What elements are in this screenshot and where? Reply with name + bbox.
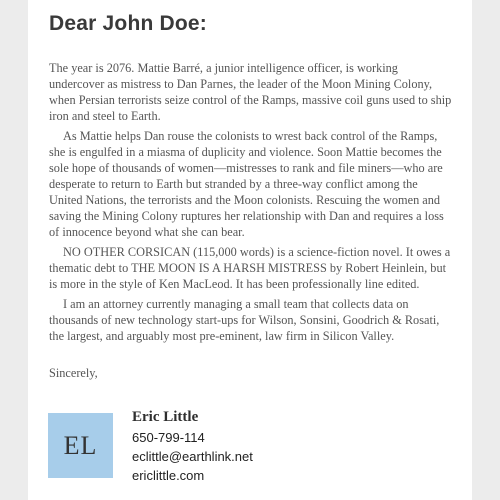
letter-paragraph: As Mattie helps Dan rouse the colonists to wrest back control of the Ramps, she is engulfed in a miasma of duplicity and violence. Soon Mattie becomes the sole hope of thousands of women—mistresses to rank and file miners—who are desperate to return to Earth but stranded by a three-way conflict among the United Nations, the terrorists and the Moon colonists. Rescuing the women and saving the Mining Colony ruptures her relationship with Dan and requires a loss of innocence beyond what she can bear. (49, 129, 444, 239)
signature-phone: 650-799-114 (132, 430, 205, 445)
monogram-badge: EL (48, 413, 113, 478)
letter-sheet (28, 0, 472, 500)
letter-paragraph: NO OTHER CORSICAN (115,000 words) is a science-fiction novel. It owes a thematic debt to THE MOON IS A HARSH MISTRESS by Robert Heinlein, but is more in the style of Ken MacLeod. It has been professionally line edited. (49, 245, 451, 291)
signature-website: ericlittle.com (132, 468, 205, 483)
letter-paragraph: The year is 2076. Mattie Barré, a junior intelligence officer, is working undercover as mistress to Dan Parnes, the leader of the Moon Mining Colony, when Persian terrorists seize control of the Ramps, massive coil guns used to ship iron and steel to Earth. (49, 61, 452, 123)
signature-name: Eric Little (132, 409, 199, 425)
letter-body (49, 60, 454, 344)
letter-closing: Sincerely, (49, 366, 98, 380)
signature-email: eclittle@earthlink.net (132, 449, 253, 464)
letter-paragraph: I am an attorney currently managing a small team that collects data on thousands of new technology start-ups for Wilson, Sonsini, Goodrich & Rosati, the largest, and arguably most pre-eminent, law firm in Silicon Valley. (49, 297, 440, 343)
signature-block (132, 407, 253, 485)
letter-greeting: Dear John Doe: (49, 12, 207, 35)
